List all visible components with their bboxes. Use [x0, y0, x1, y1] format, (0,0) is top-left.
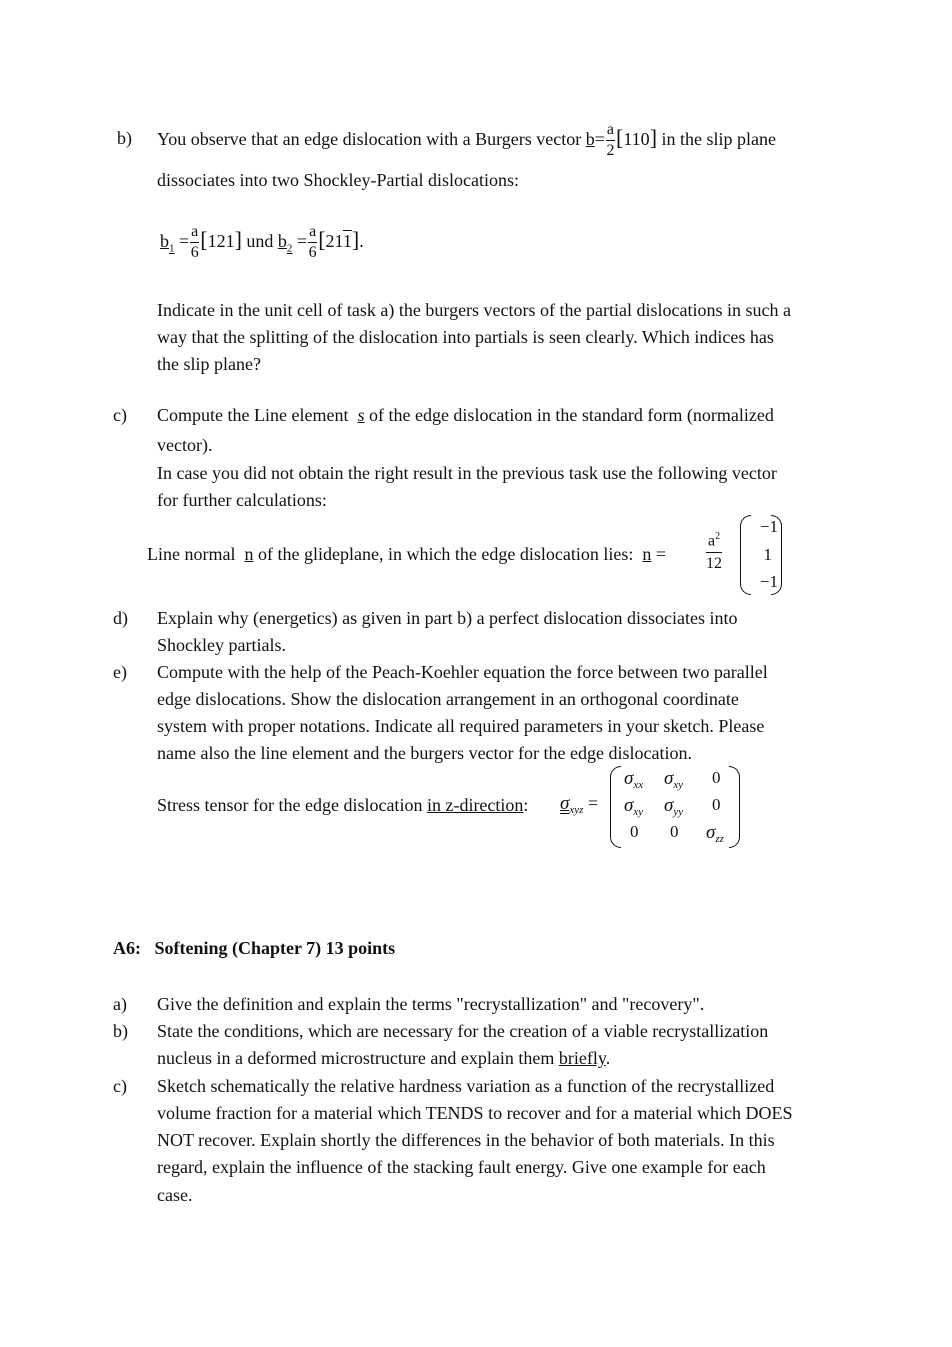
burgers-vector-b: b — [585, 129, 595, 149]
b1-sub: 1 — [169, 242, 175, 255]
a6-c-line4: regard, explain the influence of the stacking fault energy. Give one example for each — [157, 1157, 766, 1177]
vec-z: −1 — [759, 572, 778, 591]
part-c-line1 — [157, 405, 774, 426]
part-b-para-1: Indicate in the unit cell of task a) the burgers vectors of the partial dislocations in such a — [157, 300, 791, 320]
sigma-symbol: σ — [560, 793, 570, 814]
fraction-a-over-6 — [308, 224, 317, 261]
stress-tensor-cell: $\sigma_{xy}$ — [664, 768, 684, 791]
sigma-xyz-symbol — [560, 793, 598, 816]
miller-index-bar-1: 1 — [342, 231, 352, 251]
partial-dislocations-equation: $b_1$ = $\frac{a}{6}$ [121] und $b_2$ = $\frac{a}{6}$ [211]. — [160, 223, 364, 262]
part-c-line1-pre: Compute the Line element — [157, 405, 349, 425]
miller-indices-21: 21 — [325, 231, 343, 251]
fraction-a-over-2 — [606, 122, 615, 159]
stress-tensor-cell: 0 — [630, 822, 639, 841]
part-d-label: d) — [113, 608, 128, 628]
frac-num: a — [190, 224, 199, 243]
colon: : — [523, 795, 529, 815]
stress-tensor-cell: $\sigma_{xx}$ — [624, 768, 644, 791]
part-c-line4: for further calculations: — [157, 490, 327, 510]
part-d-line2: Shockley partials. — [157, 635, 286, 655]
stress-tensor-cell: $\sigma_{yy}$ — [664, 795, 684, 818]
normal-n-lhs: n — [642, 544, 652, 564]
frac-num: a — [708, 532, 716, 550]
b2-var: b — [277, 231, 287, 251]
normal-pre: Line normal — [147, 544, 236, 564]
period: . — [359, 231, 364, 251]
part-b-line1: You observe that an edge dislocation with a Burgers vector b= $\frac{a}{2}$ [110] in the slip plane — [157, 121, 776, 160]
briefly-underlined: briefly — [558, 1048, 606, 1068]
a6-heading: A6: Softening (Chapter 7) 13 points — [113, 938, 396, 958]
part-e-line4: name also the line element and the burgers vector for the edge dislocation. — [157, 743, 692, 763]
stress-pre: Stress tensor for the edge dislocation — [157, 795, 423, 815]
a6-b-label: b) — [113, 1021, 128, 1041]
a6-c-line1: Sketch schematically the relative hardness variation as a function of the recrystallized — [157, 1076, 775, 1096]
line-normal-statement — [147, 544, 666, 565]
period: . — [605, 1048, 611, 1068]
equals-sign: = — [594, 129, 605, 149]
part-c-line2: vector). — [157, 435, 213, 455]
a6-b-line2 — [157, 1048, 610, 1069]
sigma-sub: xyz — [569, 804, 584, 816]
frac-den: 6 — [308, 244, 317, 262]
frac-num: a — [308, 224, 317, 243]
normal-post: of the glideplane, in which the edge dislocation lies: — [257, 544, 634, 564]
a6-c-line2: volume fraction for a material which TENDS to recover and for a material which DOES — [157, 1103, 793, 1123]
a6-c-line3: NOT recover. Explain shortly the differences in the behavior of both materials. In this — [157, 1130, 775, 1150]
part-c-line3: In case you did not obtain the right result in the previous task use the following vector — [157, 463, 777, 483]
stress-tensor-cell: 0 — [712, 795, 721, 814]
stress-tensor-statement — [157, 795, 528, 816]
frac-den: 6 — [190, 244, 199, 262]
b1-var: b — [160, 231, 169, 251]
equals-sign: = — [587, 793, 599, 813]
normal-vector — [740, 515, 782, 595]
part-e-line2: edge dislocations. Show the dislocation arrangement in an orthogonal coordinate — [157, 689, 739, 709]
vec-y: 1 — [763, 545, 772, 564]
stress-tensor-cell: 0 — [670, 822, 679, 841]
normal-n: n — [244, 544, 254, 564]
fraction-a-over-6 — [190, 224, 199, 261]
stress-tensor-matrix — [610, 766, 740, 848]
frac-den: 2 — [606, 142, 615, 160]
a6-a-text: Give the definition and explain the terms "recrystallization" and "recovery". — [157, 994, 705, 1014]
part-d-line1: Explain why (energetics) as given in part b) a perfect dislocation dissociates into — [157, 608, 738, 628]
equals-sign: = — [655, 544, 667, 564]
part-c-line1-post: of the edge dislocation in the standard form (normalized — [368, 405, 774, 425]
part-b-line1-post: in the slip plane — [661, 129, 776, 149]
a6-c-label: c) — [113, 1076, 127, 1096]
frac-den: 12 — [706, 555, 723, 573]
stress-z-direction: in z-direction — [426, 795, 524, 815]
frac-num: a — [606, 122, 615, 141]
miller-indices-110: 110 — [623, 129, 650, 149]
vec-x: −1 — [759, 517, 778, 536]
stress-tensor-cell: $\sigma_{zz}$ — [706, 822, 724, 845]
b2-sub: 2 — [286, 242, 293, 255]
part-b-para-2: way that the splitting of the dislocation into partials is seen clearly. Which indices has — [157, 327, 774, 347]
part-e-line3: system with proper notations. Indicate all required parameters in your sketch. Please — [157, 716, 765, 736]
part-c-label: c) — [113, 405, 127, 425]
stress-tensor-cell: $\sigma_{xy}$ — [624, 795, 644, 818]
a6-a-label: a) — [113, 994, 127, 1014]
part-b-label: b) — [117, 128, 132, 148]
miller-indices-121: 121 — [207, 231, 235, 251]
part-e-label: e) — [113, 662, 127, 682]
frac-num-sup: 2 — [715, 531, 721, 542]
a6-c-line5: case. — [157, 1185, 193, 1205]
fraction-a2-over-12 — [706, 532, 722, 572]
part-e-line1: Compute with the help of the Peach-Koehler equation the force between two parallel — [157, 662, 768, 682]
line-element-s: s — [357, 405, 365, 425]
stress-tensor-cell: 0 — [712, 768, 721, 787]
a6-b-line2-pre: nucleus in a deformed microstructure and explain them — [157, 1048, 555, 1068]
a6-b-line1: State the conditions, which are necessary for the creation of a viable recrystallization — [157, 1021, 769, 1041]
part-b-para-3: the slip plane? — [157, 354, 261, 374]
und-text: und — [246, 231, 274, 251]
part-b-line1-pre: You observe that an edge dislocation with a Burgers vector — [157, 129, 582, 149]
part-b-line2: dissociates into two Shockley-Partial dislocations: — [157, 170, 519, 190]
